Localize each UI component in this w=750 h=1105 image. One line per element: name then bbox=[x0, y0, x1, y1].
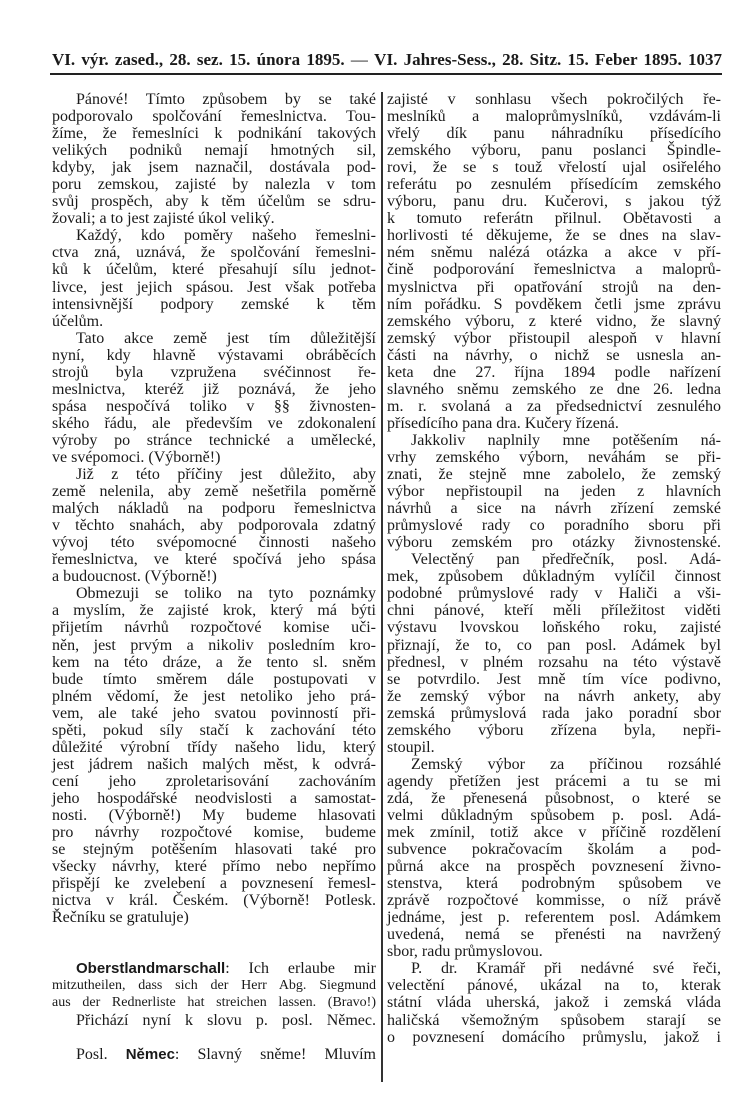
line-text: stenstva, která podrobným spůsobem ve bbox=[387, 875, 721, 893]
text-line bbox=[52, 790, 376, 807]
text-line bbox=[52, 176, 376, 193]
line-text: svůj prospěch, aby k těm účelům se sdru- bbox=[52, 193, 376, 211]
text-line bbox=[52, 330, 376, 347]
line-text: zdá, že přenesená působnost, o které se bbox=[387, 789, 721, 807]
line-text: meslnictva, kteréž již poznává, že jeho bbox=[52, 380, 376, 398]
header-dash: — bbox=[350, 50, 368, 69]
text-line bbox=[387, 500, 721, 517]
line-text: zajisté v sonhlasu všech pokročilých ře- bbox=[387, 91, 721, 108]
line-text: vřelý dík panu náhradníku přísedícího bbox=[387, 125, 721, 143]
line-text: plném vědomí, že jest netoliko jeho prá- bbox=[52, 687, 376, 705]
line-text: spěti, pokud síly stačí k zachování této bbox=[52, 721, 376, 739]
header-rule bbox=[50, 73, 722, 75]
text-line bbox=[387, 654, 721, 671]
text-line bbox=[387, 585, 721, 602]
line-text: přispějí ke zvelebení a povznesení řemesl- bbox=[52, 875, 376, 893]
line-text: něn, jest prvým a nikoliv posledním kro- bbox=[52, 636, 376, 654]
line-text: haličská všemožným spůsobem starají se bbox=[387, 1011, 721, 1029]
text-line bbox=[52, 585, 376, 602]
speaker-name: Oberstlandmarschall bbox=[76, 960, 226, 978]
line-text: výstavu lvovskou loňského roku, zajisté bbox=[387, 619, 721, 637]
line-text: výbor nepřistoupil na jeden z hlavních bbox=[387, 483, 721, 501]
line-text: poru zemskou, zajisté by nalezla v tom bbox=[52, 176, 376, 194]
line-text: zemského výboru, z které vidno, že slavný bbox=[387, 312, 721, 330]
text-line bbox=[387, 909, 721, 926]
text-line bbox=[52, 466, 376, 483]
text-line bbox=[52, 261, 376, 278]
text-line bbox=[52, 500, 376, 517]
text-line bbox=[387, 892, 721, 909]
line-text: zemského výboru zřízena byla, nepři- bbox=[387, 721, 721, 739]
line-text: výboru zemském pro otázky živnostenské. bbox=[387, 534, 721, 552]
header-german: VI. Jahres-Sess., 28. Sitz. 15. Feber 1895. bbox=[374, 50, 682, 69]
line-text: zprávě rozpočtové kommisse, o níž právě bbox=[387, 892, 721, 910]
line-text: zemská průmyslová rada jako poradní sbor bbox=[387, 704, 721, 722]
text-line bbox=[387, 142, 721, 159]
line-text: výroby po stránce technické a umělecké, bbox=[52, 431, 376, 449]
text-line bbox=[52, 841, 376, 858]
line-text: ném sněmu nalézá otázka a akce v pří- bbox=[387, 244, 721, 262]
line-text: ním pořádku. S povděkem četli jsme zprávu bbox=[387, 295, 721, 313]
line-text: velectění pánové, ukázal na to, kterak bbox=[387, 977, 721, 995]
text-line bbox=[387, 159, 721, 176]
line-text: Zemský výbor za příčinou rozsáhlé bbox=[411, 755, 721, 773]
text-line bbox=[387, 841, 721, 858]
text-line bbox=[52, 244, 376, 261]
text-line bbox=[387, 568, 721, 585]
line-text: vem, ale také jeho svatou povinností při- bbox=[52, 704, 376, 722]
line-text: Pánové! Tímto způsobem by se také bbox=[76, 91, 376, 108]
text-line bbox=[387, 517, 721, 534]
text-line bbox=[52, 875, 376, 892]
line-text: : Slavný sněme! Mluvím bbox=[174, 1045, 376, 1063]
line-text: státní vláda uherská, jakož i zemská vláda bbox=[387, 994, 721, 1012]
line-text: a budoucnost. (Výborně!) bbox=[52, 568, 217, 586]
line-text: malých nákladů na podporu řemeslnictva bbox=[52, 500, 376, 518]
text-line bbox=[52, 517, 376, 534]
line-text: jeho hospodářské neodvislosti a samostat- bbox=[52, 789, 376, 807]
speaker-name: Němec bbox=[125, 1045, 175, 1063]
text-line bbox=[387, 926, 721, 943]
line-text: m. r. svolaná a za předsednictví zesnulého bbox=[387, 397, 721, 415]
line-text: k tomuto referátn přilnul. Obětavosti a bbox=[387, 210, 721, 228]
line-text: velmi důkladným spůsobem p. posl. Adá- bbox=[387, 806, 721, 824]
line-text: ve svépomoci. (Výborně!) bbox=[52, 448, 221, 466]
line-text: livce, jest jejich spásou. Jest však potřeba bbox=[52, 278, 376, 296]
line-text: půrná akce na prospěch povznesení živno- bbox=[387, 858, 721, 876]
text-line bbox=[52, 364, 376, 381]
line-text: uvedená, nemá se přenésti na navržený bbox=[387, 926, 721, 944]
text-line bbox=[387, 244, 721, 261]
text-line bbox=[52, 824, 376, 841]
text-line bbox=[52, 142, 376, 159]
line-text: řemeslnictva, ve které spočívá jeho spása bbox=[52, 551, 376, 569]
line-text: Již z této příčiny jest důležito, aby bbox=[76, 466, 376, 484]
line-text: referátu po zesnulém přísedícím zemského bbox=[387, 176, 721, 194]
line-text: návrhů a sice na návrh zřízení zemské bbox=[387, 500, 721, 518]
line-text: sbor, radu průmyslovou. bbox=[387, 943, 543, 961]
line-text: mitzutheilen, dass sich der Herr Abg. Siegmund bbox=[52, 978, 376, 994]
text-line bbox=[52, 125, 376, 142]
line-text: žovali; a to jest zajisté úkol veliký. bbox=[52, 210, 275, 228]
text-line bbox=[52, 279, 376, 296]
text-line bbox=[387, 296, 721, 313]
line-text: kem na této dráze, a že tento sl. sněm bbox=[52, 653, 376, 671]
line-text: pro návrhy rozpočtové komise, budeme bbox=[52, 824, 376, 842]
text-line bbox=[387, 330, 721, 347]
line-text: bude tímto směrem dále postupovati v bbox=[52, 670, 376, 688]
line-text: meslníků a maloprůmyslníků, vzdávám-li bbox=[387, 108, 721, 126]
line-text: jest jádrem našich malých měst, k odvrá- bbox=[52, 755, 376, 773]
text-line bbox=[52, 909, 376, 926]
line-text: P. dr. Kramář při nedávné své řeči, bbox=[411, 960, 721, 978]
line-text: čině podporování řemeslnictva a maloprů- bbox=[387, 261, 721, 279]
left-column bbox=[52, 91, 376, 1063]
text-line bbox=[387, 994, 721, 1011]
text-line bbox=[387, 773, 721, 790]
text-line bbox=[52, 159, 376, 176]
line-text: se stejným potěšením hlasovati také pro bbox=[52, 841, 376, 859]
line-text: přísedícího pana dra. Kučery řízená. bbox=[387, 414, 619, 432]
text-line bbox=[52, 483, 376, 500]
line-text: stoupil. bbox=[387, 738, 435, 756]
text-line bbox=[52, 858, 376, 875]
line-text: cení jeho zproletarisování zachováním bbox=[52, 772, 376, 790]
blank-line bbox=[52, 943, 376, 960]
text-line bbox=[52, 773, 376, 790]
line-text: mek zmínil, totiž akce v příčině rozdělení bbox=[387, 824, 721, 842]
text-line bbox=[52, 1012, 376, 1029]
line-text: subvence pokračovacím školám a pod- bbox=[387, 841, 721, 859]
line-text: ků k účelům, které přesahují sílu jednot- bbox=[52, 261, 376, 279]
text-line bbox=[52, 415, 376, 432]
text-line bbox=[387, 398, 721, 415]
text-line bbox=[387, 415, 721, 432]
text-line bbox=[52, 296, 376, 313]
text-line bbox=[387, 1012, 721, 1029]
text-line bbox=[387, 534, 721, 551]
line-text: účelům. bbox=[52, 312, 104, 330]
text-line bbox=[387, 176, 721, 193]
text-line bbox=[52, 807, 376, 824]
text-line bbox=[52, 739, 376, 756]
line-text: v těchto snahách, aby podporovala zdatný bbox=[52, 517, 376, 535]
column-divider bbox=[381, 92, 383, 1082]
text-line bbox=[387, 91, 721, 108]
line-text: strojů byla vzpružena svéčinnost ře- bbox=[52, 363, 376, 381]
text-line bbox=[387, 722, 721, 739]
line-text: podporovalo spolčování řemeslnictva. Tou- bbox=[52, 108, 376, 126]
text-line bbox=[52, 227, 376, 244]
text-line bbox=[387, 313, 721, 330]
running-header bbox=[52, 50, 722, 72]
line-text: ského řádu, ale především ve zdokonalení bbox=[52, 414, 376, 432]
text-line bbox=[387, 108, 721, 125]
text-line bbox=[52, 688, 376, 705]
text-line bbox=[387, 1029, 721, 1046]
text-line bbox=[52, 432, 376, 449]
text-line bbox=[52, 977, 376, 994]
blank-line bbox=[52, 926, 376, 943]
text-line bbox=[387, 227, 721, 244]
text-line bbox=[52, 210, 376, 227]
text-line bbox=[387, 432, 721, 449]
line-text: zemský výbor přistoupil alespoň v hlavní bbox=[387, 329, 721, 347]
text-line bbox=[52, 705, 376, 722]
line-text: žíme, že řemeslníci k podnikání takových bbox=[52, 125, 376, 143]
text-line bbox=[387, 364, 721, 381]
text-line bbox=[52, 381, 376, 398]
text-line bbox=[387, 960, 721, 977]
text-line bbox=[387, 261, 721, 278]
right-column bbox=[387, 91, 721, 1046]
line-text: Velectěný pan předřečník, posl. Adá- bbox=[411, 551, 721, 569]
line-text: rovi, že se s touž vřelostí ujal osiřelého bbox=[387, 159, 721, 177]
text-line bbox=[52, 449, 376, 466]
text-line bbox=[387, 858, 721, 875]
text-line bbox=[387, 637, 721, 654]
line-text: spása nespočívá toliko v §§ živnosten- bbox=[52, 397, 376, 415]
text-line bbox=[52, 91, 376, 108]
line-text: myslnictva při opatřování strojů na den- bbox=[387, 278, 721, 296]
text-line bbox=[387, 210, 721, 227]
text-line bbox=[387, 619, 721, 636]
text-line bbox=[387, 551, 721, 568]
line-text: kdyby, jak jsem naznačil, dostávala pod- bbox=[52, 159, 376, 177]
text-line bbox=[387, 347, 721, 364]
text-line bbox=[387, 483, 721, 500]
speaker-line bbox=[52, 1046, 376, 1063]
text-line bbox=[52, 398, 376, 415]
line-text: přijetím návrhů rozpočtové komise uči- bbox=[52, 619, 376, 637]
text-line bbox=[52, 892, 376, 909]
text-line bbox=[387, 739, 721, 756]
text-line bbox=[52, 602, 376, 619]
line-text: zemského výboru, panu poslanci Špindle- bbox=[387, 142, 721, 160]
text-line bbox=[387, 688, 721, 705]
header-czech: VI. výr. zased., 28. sez. 15. února 1895. bbox=[52, 50, 345, 69]
speaker-line bbox=[52, 960, 376, 977]
text-line bbox=[387, 449, 721, 466]
line-text: Přichází nyní k slovu p. posl. Němec. bbox=[76, 1011, 376, 1029]
text-line bbox=[387, 381, 721, 398]
line-text: výboru, panu dru. Kučerovi, s jakou týž bbox=[387, 193, 721, 211]
line-text: přednesl, v plném rozsahu na této výstavě bbox=[387, 653, 721, 671]
text-line bbox=[387, 125, 721, 142]
line-text: že zemský výbor na návrh ankety, aby bbox=[387, 687, 721, 705]
line-text: mek, způsobem důkladným vylíčil činnost bbox=[387, 568, 721, 586]
text-line bbox=[387, 466, 721, 483]
text-line bbox=[387, 790, 721, 807]
line-text: : Ich erlaube mir bbox=[225, 960, 376, 978]
line-text: Tato akce země jest tím důležitější bbox=[76, 329, 376, 347]
line-text: slavného sněmu zemského ze dne 26. ledna bbox=[387, 380, 721, 398]
text-line bbox=[387, 602, 721, 619]
line-text: keta dne 27. října 1894 podle nařízení bbox=[387, 363, 721, 381]
line-text: podobné průmyslové rady v Haliči a vši- bbox=[387, 585, 721, 603]
text-line bbox=[52, 108, 376, 125]
text-line bbox=[52, 671, 376, 688]
text-line bbox=[52, 347, 376, 364]
text-line bbox=[52, 637, 376, 654]
text-line bbox=[52, 534, 376, 551]
line-text: vrhy zemského výborn, neváhám se při- bbox=[387, 448, 721, 466]
line-text: země nelenila, aby země nešetřila poměrně bbox=[52, 483, 376, 501]
text-line bbox=[52, 313, 376, 330]
text-line bbox=[387, 807, 721, 824]
text-line bbox=[387, 824, 721, 841]
line-text: Řečníku se gratuluje) bbox=[52, 909, 189, 927]
line-text: nictva v král. Českém. (Výborně! Potlesk. bbox=[52, 892, 376, 910]
line-text: horlivosti té děkujeme, že se dnes na slav- bbox=[387, 227, 721, 245]
text-line bbox=[387, 705, 721, 722]
text-line bbox=[52, 756, 376, 773]
text-line bbox=[52, 994, 376, 1011]
line-text: důležité výrobní třídy našeho lidu, který bbox=[52, 738, 376, 756]
speaker-title: Posl. bbox=[76, 1045, 126, 1063]
line-text: a myslím, že zajisté krok, který má býti bbox=[52, 602, 376, 620]
blank-line bbox=[52, 1029, 376, 1046]
line-text: aus der Rednerliste hat streichen lassen. (Bravo!) bbox=[52, 995, 376, 1011]
line-text: Jakkoliv naplnily mne potěšením ná- bbox=[411, 431, 721, 449]
text-line bbox=[52, 722, 376, 739]
text-line bbox=[387, 193, 721, 210]
line-text: Každý, kdo poměry našeho řemeslni- bbox=[76, 227, 376, 245]
line-text: intensivnější podpory zemské k těm bbox=[52, 295, 376, 313]
line-text: o povznesení domácího průmyslu, jakož i bbox=[387, 1028, 721, 1046]
text-line bbox=[52, 551, 376, 568]
text-line bbox=[52, 654, 376, 671]
line-text: velikých podniků nemají hmotných sil, bbox=[52, 142, 376, 160]
text-line bbox=[52, 568, 376, 585]
text-line bbox=[52, 619, 376, 636]
line-text: přiznají, že to, co pan posl. Adámek byl bbox=[387, 636, 721, 654]
line-text: části na návrhy, o nichž se usnesla an- bbox=[387, 346, 721, 364]
text-line bbox=[387, 875, 721, 892]
line-text: ctva zná, uznává, že spolčování řemeslni- bbox=[52, 244, 376, 262]
text-line bbox=[387, 671, 721, 688]
line-text: Obmezuji se toliko na tyto poznámky bbox=[76, 585, 376, 603]
line-text: nyní, kdy hlavně výstavami obráběcích bbox=[52, 346, 376, 364]
line-text: znati, že stejně mne zabolelo, že zemský bbox=[387, 466, 721, 484]
line-text: chni pánové, kteří měli příležitost viděti bbox=[387, 602, 721, 620]
text-line bbox=[387, 977, 721, 994]
line-text: nosti. (Výborně!) My budeme hlasovati bbox=[52, 806, 376, 824]
line-text: jednáme, jest p. referentem posl. Adámkem bbox=[387, 909, 721, 927]
line-text: se potvrdilo. Jest mně tím více podivno, bbox=[387, 670, 721, 688]
text-line bbox=[387, 756, 721, 773]
line-text: agendy přetížen jest prácemi a tu se mi bbox=[387, 772, 721, 790]
line-text: vývoj této svépomocné činnosti našeho bbox=[52, 534, 376, 552]
text-line bbox=[387, 943, 721, 960]
text-line bbox=[387, 279, 721, 296]
text-line bbox=[52, 193, 376, 210]
line-text: všecky návrhy, které přímo nebo nepřímo bbox=[52, 858, 376, 876]
page-number: 1037 bbox=[688, 50, 723, 69]
line-text: průmyslové rady co poradního sboru při bbox=[387, 517, 721, 535]
